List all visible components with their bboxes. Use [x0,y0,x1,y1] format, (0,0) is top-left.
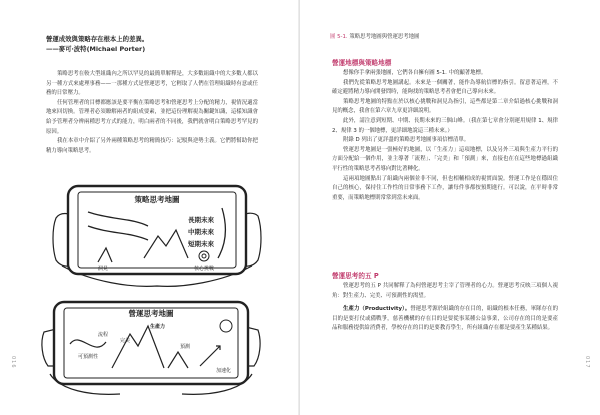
term-label: 生產力（Productivity）。 [343,306,411,313]
page-number: 016 [10,356,16,369]
paragraph: 營運思考的五 P 共同解釋了為何營運思考主宰了管理者的心力。營運思考反映三項個人視角：對生產力、完美、可預測性的渴望。 [332,283,558,299]
epigraph-author: ——麥可‧波特(Michael Porter) [46,45,146,53]
paragraph: 任何管理者的目標都應該是要平衡在策略思考和營運思考上分配的精力，視情況適當地來回切換。管理者必須瞭解兩者的組成要素，並把這份理解視為關鍵知識，這樣知識會給予管理者分辨兩種思考方式的能力，明白兩者的不同後，我們就會明白策略思考罕見的原因。 [46,99,258,135]
right-body-text [332,69,558,203]
paragraph: 想像你手拿兩張地圖，它們各自擁有圖 5-1. 中的顯著地標。 [343,70,487,76]
term-text: 營運思考源於組織的存在目的，組織的根本任務，軍隊存在的目的是要打仗或備戰爭，慈善機構的存在目的是要從事某種公益事業，公司存在的目的是要產品和服務提供給消費者，學校存在的目的是要教育學生，所有組織存在都是要產生某種結果。 [332,306,558,332]
figure-label: 核心挑戰 [194,266,215,272]
section-heading: 營運地標與策略地標 [332,59,392,67]
figure-label: 生產力 [150,324,166,330]
right-body-text-2 [332,282,558,334]
paragraph: 這兩項地圖點出了組織內兩個並非不同，但也相輔相成的視實面貌。營運工作是在穩固住自己的核心，保持住工作性的日常事務下工作，讓每件事都按預期進行。可以說，在平時非常重要，而策略地標則常常到當未來面。 [332,175,558,201]
figure-title: 營運思考地圖 [128,309,174,318]
strategic-map-illustration [52,178,262,290]
figure-label: 可預測性 [78,354,99,360]
figure-label: 短期未來 [188,240,214,248]
paragraph [332,305,558,334]
epigraph [46,34,266,54]
figure-label: 長期未來 [188,216,214,224]
paragraph: 我在本章中介紹了另外兩種策略思考的精簡技巧：記駁與逆勢主義。它們將幫助你把精力導向策略思考。 [46,138,258,154]
paragraph: 附錄 D 列出了更詳盡的策略思考地圖事項信標清單。 [343,137,470,144]
figure-caption [330,32,419,40]
paragraph: 策略思考在較大型組織內之所以罕見的最簡單解釋是，大多數組織中的大多數人都以另一種方式來處理事務——一那種方式是營運思考，它輕取了人們在管理組織時有意或任務的日常壓力。 [46,71,258,97]
figure-label: 完美 [120,338,131,344]
figure-label: 中期未來 [188,228,214,236]
paragraph: 我們先從策略思考地圖講起。未來是一個關著，能作為導航信標的指引。留意著這裡，不確定避將精力導向開發問時，能夠找的策略思考者會把自己導向未來。 [332,79,558,96]
paragraph: 此外，請注意到短期、中期、長期未來的三個山峰。（我在第七章會分別運用規律 1、規律 2、規律 3 的一個地標，更詳細地說這三種未來。） [332,117,558,134]
figure-label: 預測 [180,344,191,350]
figure-label: 加速化 [216,368,232,374]
operational-map-illustration [40,296,262,402]
epigraph-text: 營運成效與策略存在根本上的差異。 [46,35,149,43]
figure-caption-text: 策略思考地圖與營運思考地圖 [349,34,420,40]
figure-label: 流程 [98,332,109,338]
figure-title: 策略思考地圖 [134,195,180,204]
section-heading: 營運思考的五 P [332,272,379,280]
figure-number: 圖 5-1. [330,34,348,40]
paragraph: 策略思考地圖的特點在於以核心挑戰和洞見為指引，這些都是第二章介紹過核心挑戰和洞見的概念，我會在第六章九章更詳細說明。 [332,98,558,115]
paragraph: 營運思考地圖是一張極好的地圖，以「生產力」這項地標，以及另外三項與生產力平行的方面分配給一個作用，並主導著「流程」、「完美」和「預測」來，直接也在在這些地標過組織平行性的策略思考者導向對比著轉化。 [332,146,558,172]
left-body-text [46,70,258,156]
page-number: 017 [584,356,590,369]
figure-label: 洞見 [98,266,109,272]
